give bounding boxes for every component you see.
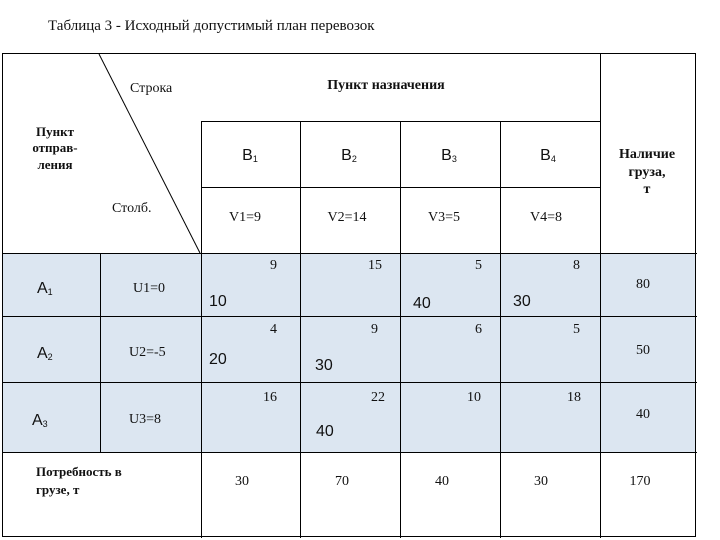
table-title: Таблица 3 - Исходный допустимый план перевозок	[48, 18, 375, 34]
supply-a2: 50	[636, 343, 650, 358]
demand-label: Потребность в грузе, т	[36, 464, 122, 497]
demand-total: 170	[629, 474, 651, 489]
row-label: Строка	[130, 81, 173, 96]
origin-a3: $A_3$	[32, 412, 48, 429]
allocation-a3-b2: 40	[316, 423, 334, 440]
cost-a2-b3: 6	[475, 322, 482, 337]
supply-a3: 40	[636, 407, 650, 422]
cost-a1-b4: 8	[573, 258, 580, 273]
demand-b1: 30	[235, 474, 249, 489]
destination-b2: $B_2$	[341, 147, 357, 164]
supply-a1: 80	[636, 277, 650, 292]
allocation-a1-b3: 40	[413, 295, 431, 312]
origin-header: Пункт отправ- ления	[32, 124, 78, 172]
cost-a3-b2: 22	[371, 390, 385, 405]
potential-u2: U2=-5	[129, 345, 166, 360]
cost-a2-b2: 9	[371, 322, 378, 337]
cost-a2-b1: 4	[270, 322, 277, 337]
origin-a1: $A_1$	[37, 280, 53, 297]
cost-a1-b2: 15	[368, 258, 382, 273]
column-label: Столб.	[112, 201, 152, 216]
cost-a3-b4: 18	[567, 390, 581, 405]
potential-v3: V3=5	[427, 210, 461, 225]
destination-b1: $B_1$	[242, 147, 258, 164]
cost-a3-b3: 10	[467, 390, 481, 405]
allocation-a1-b4: 30	[513, 293, 531, 310]
allocation-a2-b1: 20	[209, 351, 227, 368]
potential-u1: U1=0	[133, 281, 166, 296]
demand-b2: 70	[335, 474, 349, 489]
allocation-a1-b1: 10	[209, 293, 227, 310]
cost-a1-b3: 5	[475, 258, 482, 273]
cost-a2-b4: 5	[573, 322, 580, 337]
potential-v2: V2=14	[327, 210, 367, 225]
potential-u3: U3=8	[129, 412, 162, 427]
demand-b4: 30	[534, 474, 548, 489]
demand-b3: 40	[435, 474, 449, 489]
supply-header: Наличие груза, т	[618, 147, 676, 197]
cost-a1-b1: 9	[270, 258, 277, 273]
origin-a2: $A_2$	[37, 345, 53, 362]
cost-a3-b1: 16	[263, 390, 277, 405]
destination-b4: $B_4$	[540, 147, 556, 164]
potential-v1: V1=9	[228, 210, 262, 225]
potential-v4: V4=8	[529, 210, 563, 225]
destination-header: Пункт назначения	[327, 78, 445, 93]
allocation-a2-b2: 30	[315, 357, 333, 374]
destination-b3: $B_3$	[441, 147, 457, 164]
